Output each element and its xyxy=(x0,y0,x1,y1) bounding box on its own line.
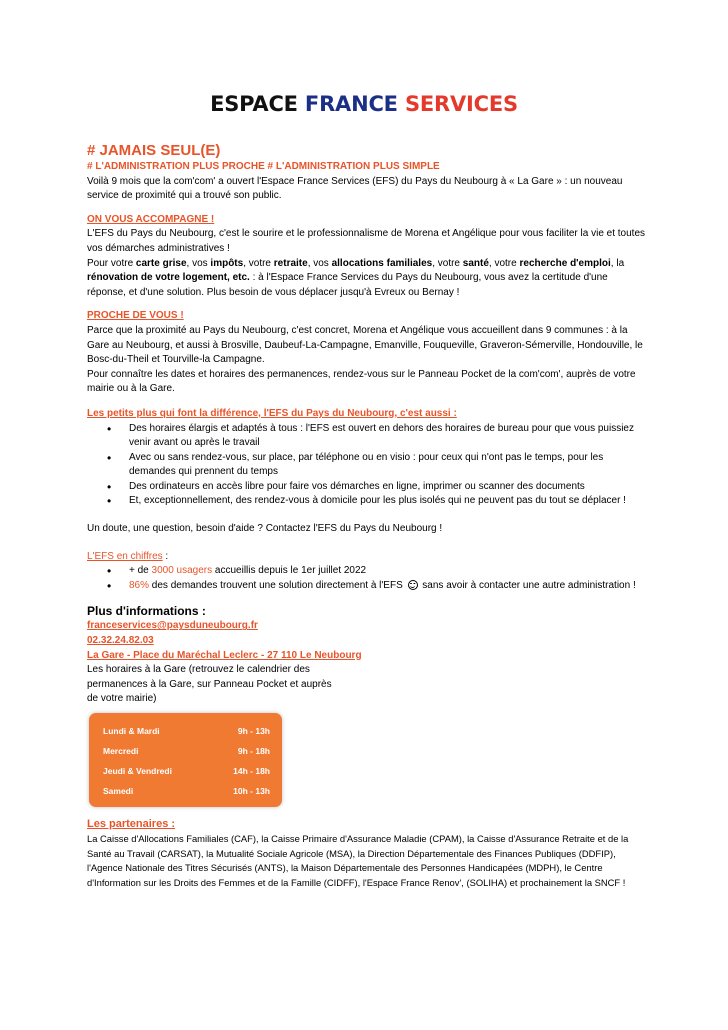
address-text: La Gare - Place du Maréchal Leclerc - 27 110 Le Neubourg xyxy=(87,649,362,661)
chiffres-heading: L'EFS en chiffres : xyxy=(87,550,169,562)
intro-heading: # JAMAIS SEUL(E) xyxy=(87,142,221,159)
list-item: • + de 3000 usagers accueillis depuis le 1er juillet 2022 xyxy=(121,564,647,579)
table-row: Mercredi 9h - 18h xyxy=(103,745,270,756)
accompagne-text: L'EFS du Pays du Neubourg, c'est le sourire et le professionnalisme de Morena et Angélique pour vous faciliter la vie et toutes vos démarches administratives ! xyxy=(87,228,646,254)
email-link[interactable]: franceservices@paysduneubourg.fr xyxy=(87,620,258,632)
list-item: • Des ordinateurs en accès libre pour faire vos démarches en ligne, imprimer ou scanner des documents xyxy=(121,480,647,495)
accompagne-services: Pour votre carte grise, vos impôts, votre retraite, vos allocations familiales, votre santé, votre recherche d'emploi, la rénovation de votre logement, etc. : à l'Espace France Services du Pays du Neubourg, vous avez la certitude d'une réponse, et d'une solution. Plus besoin de vous déplacer jusqu'à Evreux ou Bernay ! xyxy=(87,257,625,298)
phone-link[interactable]: 02.32.24.82.03 xyxy=(87,635,154,647)
intro-subheading: # L'ADMINISTRATION PLUS PROCHE # L'ADMINISTRATION PLUS SIMPLE xyxy=(87,161,440,172)
petits-plus-heading: Les petits plus qui font la différence, l'EFS du Pays du Neubourg, c'est aussi : xyxy=(87,407,457,419)
title-espace: ESPACE xyxy=(210,92,305,116)
list-item: • Des horaires élargis et adaptés à tous : l'EFS est ouvert en dehors des horaires de bureau pour que vous puissiez venir avant ou après le travail xyxy=(121,422,647,451)
accompagne-heading: ON VOUS ACCOMPAGNE ! xyxy=(87,213,215,225)
list-item: • Avec ou sans rendez-vous, sur place, par téléphone ou en visio : pour ceux qui n'ont pas le temps, pour les demandes qui prennent du temps xyxy=(121,451,647,480)
table-row: Jeudi & Vendredi 14h - 18h xyxy=(103,765,270,776)
proche-heading: PROCHE DE VOUS ! xyxy=(87,310,184,322)
chiffres-list xyxy=(87,564,647,593)
table-row: Samedi 10h - 13h xyxy=(103,785,270,796)
smiley-icon xyxy=(408,580,418,590)
partenaires-text: La Caisse d'Allocations Familiales (CAF), la Caisse Primaire d'Assurance Maladie (CPAM), la Caisse d'Assurance Retraite et de la Santé au Travail (CARSAT), la Mutualité Sociale Agricole (MSA), la Direction Départementale des Finances Publiques (DDFIP), l'Agence Nationale des Titres Sécurisés (ANTS), la Maison Départementale des Personnes Handicapées (MDPH), le Centre d'Information sur les Droits des Femmes et de la Famille (CIDFF), l'Espace France Renov', (SOLIHA) et prochainement la SNCF ! xyxy=(87,832,629,889)
hours-note: Les horaires à la Gare (retrouvez le calendrier des permanences à la Gare, sur Panneau Pocket et auprès de votre mairie) xyxy=(87,664,332,705)
intro-text: Voilà 9 mois que la com'com' a ouvert l'Espace France Services (EFS) du Pays du Neubourg à « La Gare » : un nouveau service de proximité qui a trouvé son public. xyxy=(87,175,623,202)
document-body xyxy=(87,142,647,891)
table-row: Lundi & Mardi 9h - 13h xyxy=(103,725,270,736)
proche-text: Parce que la proximité au Pays du Neubourg, c'est concret, Morena et Angélique vous accueillent dans 9 communes : à la Gare au Neubourg, et aussi à Brosville, Daubeuf-La-Campagne, Emanville, Fouqueville, Graveron-Sémerville, Hondouville, le Bosc-du-Theil et Tourville-la Campagne. xyxy=(87,324,643,366)
title-france: FRANCE xyxy=(304,92,405,116)
petits-plus-list xyxy=(87,422,647,510)
partenaires-heading: Les partenaires : xyxy=(87,818,176,830)
page-title xyxy=(0,92,728,116)
title-services: SERVICES xyxy=(404,92,518,116)
hours-table xyxy=(89,713,282,807)
list-item: • 86% des demandes trouvent une solution directement à l'EFS sans avoir à contacter une autre administration ! xyxy=(121,579,647,594)
proche-permanences: Pour connaître les dates et horaires des permanences, rendez-vous sur le Panneau Pocket de la com'com', auprès de votre mairie ou à la Gare. xyxy=(87,368,636,395)
list-item: • Et, exceptionnellement, des rendez-vous à domicile pour les plus isolés qui ne peuvent pas du tout se déplacer ! xyxy=(121,494,647,509)
partenaires-section xyxy=(87,817,647,891)
question-text: Un doute, une question, besoin d'aide ? Contactez l'EFS du Pays du Neubourg ! xyxy=(87,523,443,535)
infos-heading: Plus d'informations : xyxy=(87,604,206,619)
